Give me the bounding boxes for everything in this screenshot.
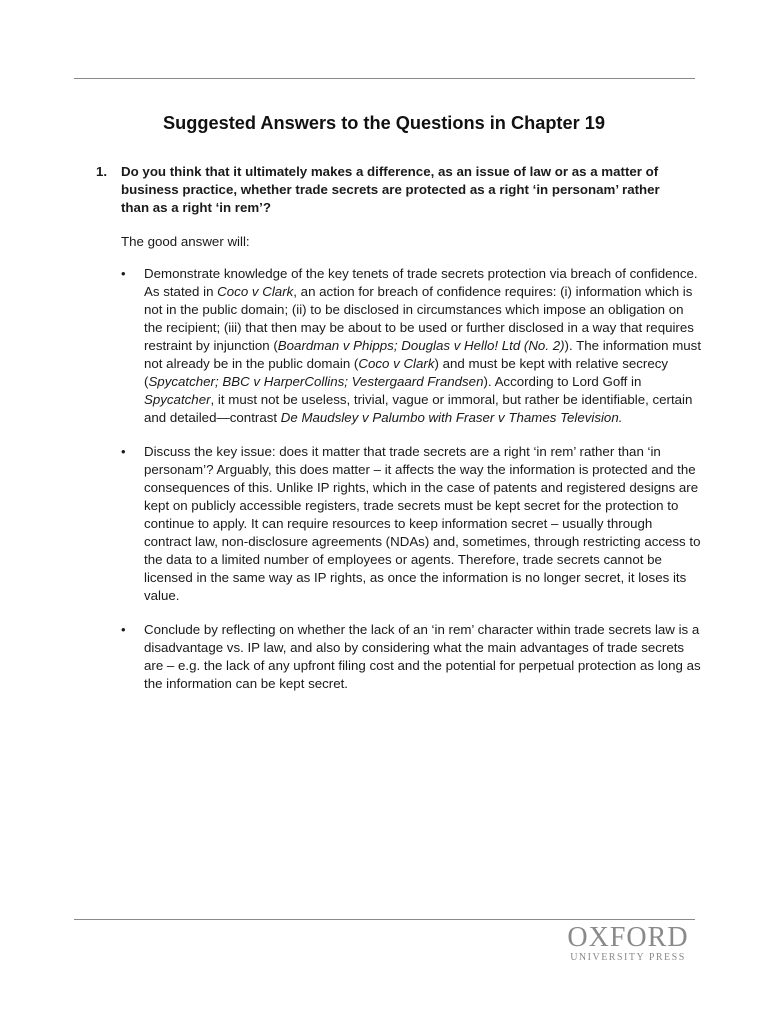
bullet-text: Demonstrate knowledge of the key tenets of trade secrets protection via breach of confidence. As stated in: [144, 266, 698, 299]
bottom-rule: [74, 919, 695, 920]
bullet-text: ) and must be kept with relative secrecy (: [144, 356, 669, 389]
bullet-text: ). The information must not already be in the public domain (: [144, 338, 702, 371]
bullet-icon: •: [121, 622, 126, 637]
bullet-text: Discuss the key issue: does it matter that trade secrets are a right ‘in rem’ rather than ‘in personam’? Arguably, this does matter – it affects the way the information is protected and the consequences of this. Unlike IP rights, which in the case of patents and registered designs are kept on publicly accessible registers, trade secrets must be kept secret for the protection to continue to apply. It can require resources to keep information secret – usually through contract law, non-disclosure agreements (NDAs) and, sometimes, through restricting access to the data to a limited number of employees or agents. Therefore, trade secrets cannot be licensed in the same way as IP rights, as once the information is no longer secret, it loses its value.: [144, 444, 701, 603]
answer-bullet-list: [121, 265, 701, 709]
page-title: Suggested Answers to the Questions in Chapter 19: [163, 113, 605, 133]
case-citation: Coco v Clark: [217, 284, 294, 299]
case-citation: Spycatcher; BBC v HarperCollins; Vestergaard Frandsen: [148, 374, 484, 389]
case-citation: Spycatcher: [144, 392, 211, 407]
bullet-text: ). According to Lord Goff in: [483, 374, 642, 389]
answer-bullet: [121, 443, 701, 605]
oxford-logo: [562, 922, 694, 965]
bullet-icon: •: [121, 266, 126, 281]
answer-intro: The good answer will:: [121, 234, 250, 249]
answer-bullet: [121, 265, 701, 427]
logo-word: OXFORD: [567, 922, 689, 953]
case-citation: Boardman v Phipps; Douglas v Hello! Ltd (No. 2): [277, 338, 565, 353]
bullet-text: , it must not be useless, trivial, vague or immoral, but rather be identifiable, certain and detailed—contrast: [144, 392, 693, 425]
case-citation: De Maudsley v Palumbo with Fraser v Thames Television.: [280, 410, 623, 425]
answer-bullet: [121, 621, 701, 693]
question-number: 1.: [96, 164, 108, 179]
bullet-icon: •: [121, 444, 126, 459]
bullet-text: Conclude by reflecting on whether the lack of an ‘in rem’ character within trade secrets law is a disadvantage vs. IP law, and also by considering what the main advantages of trade secrets are – e.g. the lack of any upfront filing cost and the potential for perpetual protection as long as the information can be kept secret.: [144, 622, 701, 691]
case-citation: Coco v Clark: [358, 356, 435, 371]
top-rule: [74, 78, 695, 79]
bullet-text: , an action for breach of confidence requires: (i) information which is not in the public domain; (ii) to be disclosed in circumstances which impose an obligation on the recipient; (iii) that then may be about to be used or further disclosed in a way that requires restraint by injunction (: [144, 284, 694, 353]
logo-subtitle: UNIVERSITY PRESS: [570, 952, 686, 963]
question-text: Do you think that it ultimately makes a difference, as an issue of law or as a matter of business practice, whether trade secrets are protected as a right ‘in personam’ rather than as a right ‘in rem’?: [121, 164, 660, 215]
